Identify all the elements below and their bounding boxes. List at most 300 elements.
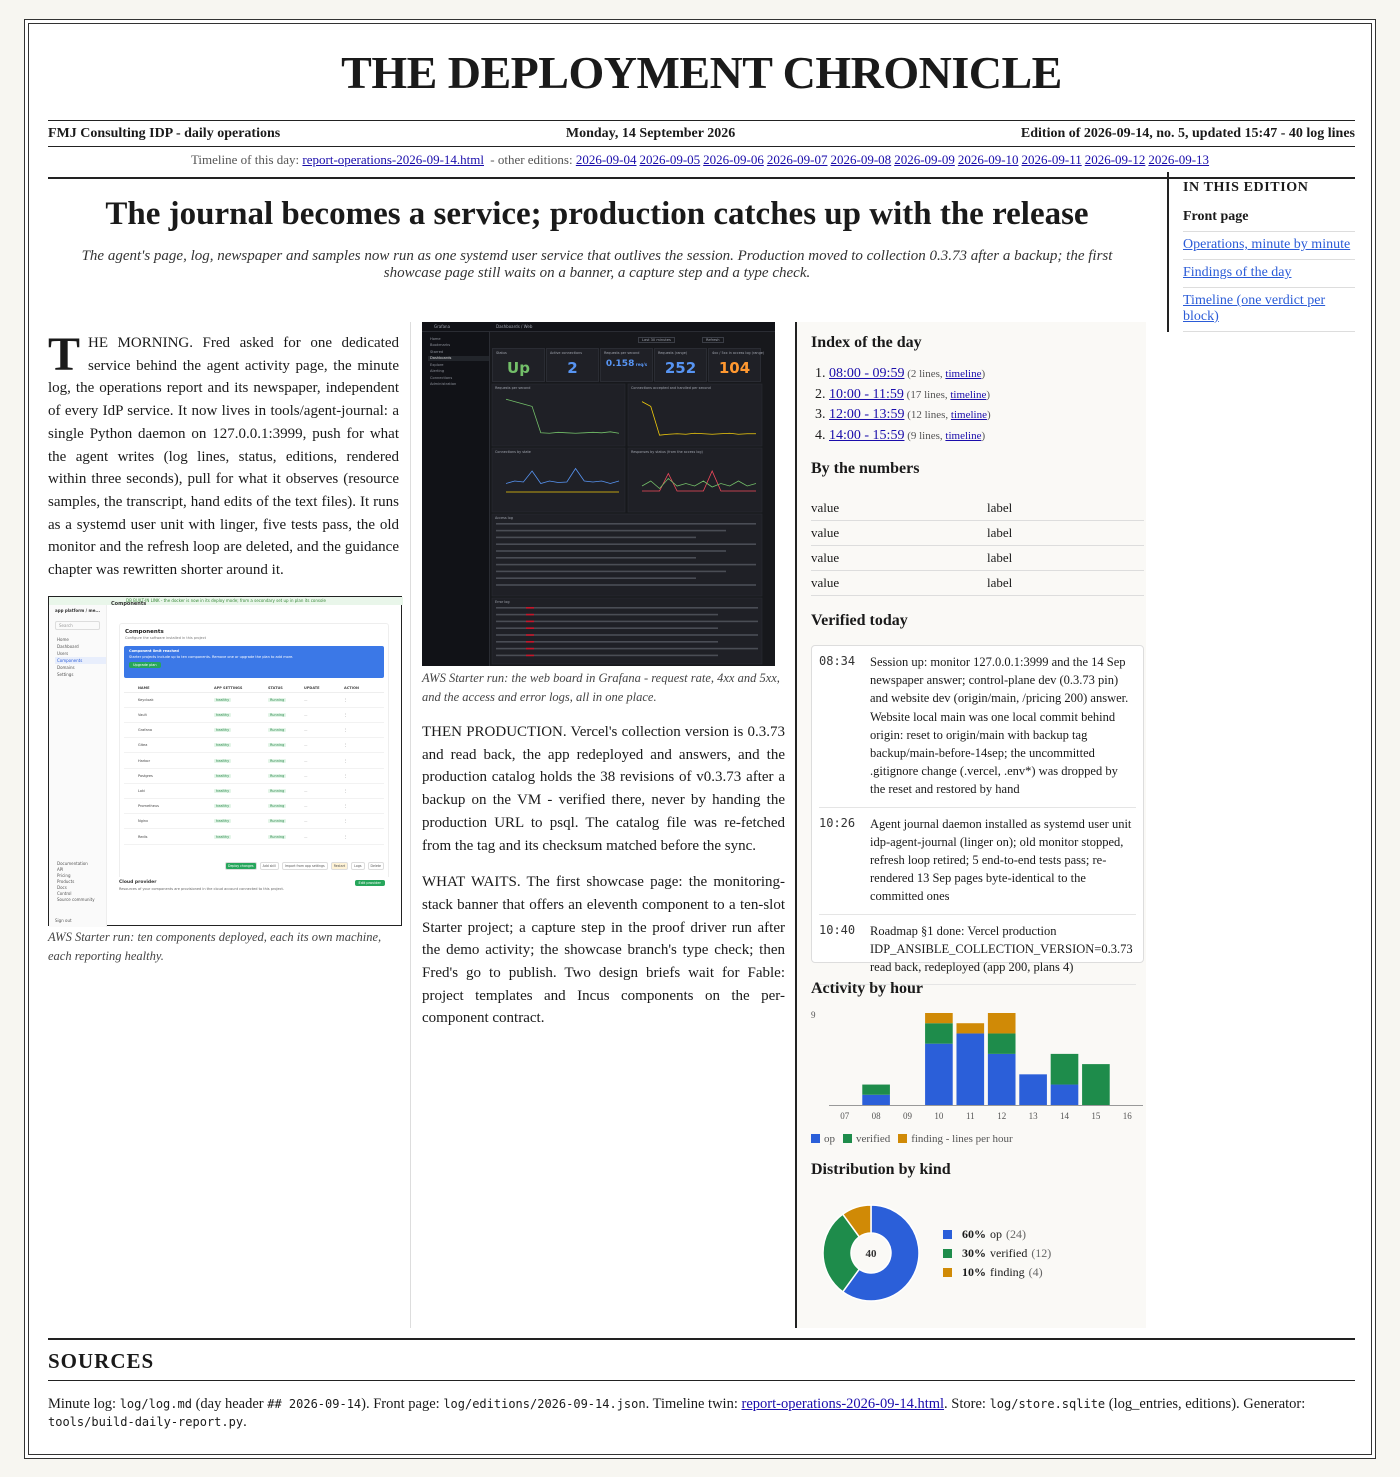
bar-op: [925, 1044, 953, 1105]
grafana-log-line: [496, 557, 696, 559]
bar-verified: [925, 1023, 953, 1043]
grafana-app-name: Grafana: [434, 324, 451, 329]
shot-table-row[interactable]: [124, 753, 384, 768]
x-tick-label: 14: [1060, 1111, 1069, 1121]
shot-status-badge: [214, 835, 268, 839]
numbers-row: [811, 521, 1144, 546]
verified-text: Session up: monitor 127.0.0.1:3999 and the 14 Sep newspaper answer; control-plane dev (0.3.73 pin) and website dev (origin/main, /pricing 200) answer. Website local main was one local commit behind origin: reset to origin/main with backup tag backup/main-before-14sep; the uncommitted .gitignore change (.vercel, .env*) was dropped by the reset and restored by hand: [870, 655, 1129, 797]
grafana-nav-item[interactable]: Administration: [430, 382, 457, 386]
pie-name: finding: [990, 1264, 1025, 1279]
grafana-stat-value: 0.158 req/s: [605, 359, 648, 369]
grafana-log-level: [526, 641, 534, 643]
shot-cloud-button[interactable]: Edit provider: [355, 880, 385, 886]
shot-table-row[interactable]: [124, 799, 384, 814]
shot-status-badge-text: healthy: [216, 804, 230, 809]
shot-state-badge: [268, 774, 304, 778]
verified-time: 08:34: [819, 654, 856, 668]
shot-state-badge-text: Running: [270, 834, 285, 839]
distribution-title: Distribution by kind: [811, 1161, 951, 1178]
shot-component-name: Postgres: [138, 773, 153, 778]
page-frame: [24, 19, 1376, 1459]
grafana-time-range[interactable]: Last 30 minutes: [638, 337, 675, 343]
pie-count: (24): [1006, 1226, 1026, 1241]
numbers-row: [811, 546, 1144, 571]
legend-swatch: [843, 1134, 852, 1143]
shot-panel: [119, 623, 389, 895]
index-timeline-link[interactable]: timeline: [945, 368, 982, 380]
shot-info-button[interactable]: Upgrade plan: [129, 662, 161, 668]
shot-table-row[interactable]: [124, 708, 384, 723]
shot-status-badge-text: healthy: [216, 773, 230, 778]
sources-title: SOURCES: [48, 1349, 155, 1373]
shot-column-header: UPDATE: [304, 685, 320, 690]
bar-finding: [925, 1013, 953, 1023]
other-editions-list: [576, 152, 1212, 167]
shot-column-header: APP SETTINGS: [214, 685, 243, 690]
grafana-nav-item[interactable]: Connections: [430, 375, 453, 380]
grafana-panel-title: Access log: [495, 516, 513, 520]
shot-state-badge: [268, 819, 304, 823]
bar-verified: [1051, 1054, 1079, 1085]
shot-table-row[interactable]: [124, 814, 384, 829]
index-meta: (17 lines, timeline): [903, 388, 991, 401]
numbers-value: value: [811, 521, 987, 546]
verified-text: Agent journal daemon installed as systemd user unit idp-agent-journal (linger on); old monitor stopped, refresh loop retired; 5 end-to-end tests pass; re-rendered 13 Sep pages byte-identical to the committed ones: [870, 816, 1132, 904]
more-icon[interactable]: ⋮: [344, 834, 348, 839]
x-tick-label: 08: [871, 1111, 881, 1121]
pie-center-label: 40: [865, 1248, 877, 1260]
legend-item: finding - lines per hour: [898, 1133, 1012, 1145]
more-icon[interactable]: ⋮: [344, 788, 348, 793]
index-timeline-link[interactable]: timeline: [945, 429, 982, 442]
grafana-log-level: [526, 614, 534, 616]
sources-t3: ). Front page:: [361, 1396, 444, 1412]
paragraph-morning: [48, 328, 399, 582]
shot-panel-sub: Configure the software installed in this project: [125, 635, 206, 640]
shot-update-cell: —: [304, 743, 308, 748]
more-icon[interactable]: ⋮: [344, 758, 348, 763]
shot-cloud: [119, 877, 389, 921]
shot-cloud-title: Cloud provider: [119, 879, 157, 885]
sources-generator-path: tools/build-daily-report.py: [48, 1415, 244, 1429]
shot-state-badge: [268, 835, 304, 839]
shot-column-header: NAME: [138, 685, 150, 690]
grafana-panel-title: Requests per second: [495, 386, 531, 390]
grafana-log-line: [496, 577, 696, 579]
numbers-value: value: [811, 496, 987, 521]
grafana-log-level: [526, 648, 534, 650]
shot-column-header: STATUS: [268, 685, 283, 690]
shot-status-badge: [214, 804, 268, 808]
activity-bar-chart: [811, 1006, 1144, 1124]
shot-state-badge-text: Running: [270, 743, 285, 748]
distribution-pie-chart: [811, 1193, 931, 1313]
shot-sidebar: [49, 605, 107, 927]
numbers-row: [811, 496, 1144, 521]
timeline-link[interactable]: report-operations-2026-09-14.html: [302, 152, 484, 167]
grafana-stat-unit: req/s: [634, 362, 648, 367]
verified-time: 10:26: [819, 815, 856, 830]
shot-state-badge: [268, 759, 304, 763]
index-range-link[interactable]: 08:00 - 09:59: [829, 366, 905, 381]
more-icon[interactable]: ⋮: [344, 819, 348, 824]
grafana-nav-item[interactable]: Dashboards: [428, 356, 489, 361]
paragraph-what-waits: WHAT WAITS. The first showcase page: the monitoring-stack banner that offers an eleventh component to a ten-slot Starter project; a capture step in the proof driver run after the demo activity; the showcase branch's type check; then Fred's go to publish. Two design briefs wait for Fable: project templates and Incus components on the per-component contract.: [422, 874, 785, 1027]
numbers-label: label: [987, 546, 1144, 571]
index-meta: (9 lines, timeline): [904, 429, 986, 442]
sources-edition-path: log/editions/2026-09-14.json: [443, 1397, 646, 1411]
index-range-link[interactable]: 10:00 - 11:59: [829, 386, 904, 402]
shot-nav-item[interactable]: API: [57, 867, 64, 873]
shot-footer-button[interactable]: Add skill: [260, 862, 279, 870]
grafana-stat-value: Up: [507, 359, 530, 377]
shot-footer-buttons: [225, 862, 384, 870]
more-icon[interactable]: ⋮: [344, 728, 348, 733]
shot-status-badge-text: healthy: [216, 713, 230, 718]
shot-nav-item[interactable]: Dashboard: [57, 643, 79, 649]
bar-op: [1019, 1074, 1047, 1105]
shot-component-name: Grafana: [138, 728, 153, 733]
grafana-nav-item[interactable]: Starred: [430, 349, 444, 354]
sources-t1: Minute log:: [48, 1396, 120, 1412]
shot-nav-item[interactable]: Products: [57, 879, 75, 885]
shot-nav: [49, 636, 106, 678]
shot-status-badge: [214, 698, 268, 702]
shot-info-text: Starter projects include up to ten components. Remove one or upgrade the plan to add more.: [129, 654, 294, 659]
sidebar-item[interactable]: [1183, 288, 1355, 332]
article-deck: The agent's page, log, newspaper and samples now run as one systemd user service that outlives the session. Production moved to collection 0.3.73 after a backup; the first showcase page still waits on a banner, a capture step and a type check.: [81, 248, 1113, 281]
sidebar-link[interactable]: Operations, minute by minute: [1183, 237, 1351, 252]
shot-footer-button[interactable]: Deploy changes: [225, 862, 257, 870]
x-tick-label: 16: [1122, 1111, 1132, 1121]
shot-info-box: [124, 646, 384, 678]
grafana-log-line: [496, 621, 758, 623]
shot-footer-button[interactable]: Restart: [331, 862, 348, 870]
grafana-stat-value: 104: [718, 359, 751, 377]
sidebar-item: Front page: [1183, 204, 1355, 232]
shot-status-badge: [214, 819, 268, 823]
sources-timeline-link[interactable]: report-operations-2026-09-14.html: [741, 1396, 945, 1412]
shot-table-row[interactable]: [124, 693, 384, 708]
shot-state-badge-text: Running: [270, 819, 285, 824]
edition-link[interactable]: 2026-09-08: [830, 152, 892, 167]
shot-nav-item[interactable]: Pricing: [57, 873, 71, 879]
sources-day-header: ## 2026-09-14: [267, 1397, 362, 1411]
verified-text: Roadmap §1 done: Vercel production IDP_ANSIBLE_COLLECTION_VERSION=0.3.73 read back, redeployed (app 200, plans 4): [870, 923, 1133, 975]
index-timeline-link[interactable]: timeline: [950, 409, 987, 421]
grafana-refresh[interactable]: Refresh: [702, 337, 724, 343]
grafana-nav-item[interactable]: Explore: [430, 362, 444, 367]
numbers-title: By the numbers: [811, 460, 920, 477]
verified-entry: [819, 808, 1136, 915]
grafana-stat-value: 2: [567, 359, 578, 377]
shot-status-badge-text: healthy: [216, 788, 230, 793]
shot-state-badge: [268, 698, 304, 702]
shot-status-badge-text: healthy: [216, 728, 230, 733]
caption-grafana: AWS Starter run: the web board in Grafana - request rate, 4xx and 5xx, and the access and error logs, all in one place.: [422, 671, 780, 704]
shot-component-name: Keycloak: [138, 697, 154, 702]
masthead-title: THE DEPLOYMENT CHRONICLE: [341, 47, 1062, 98]
verified-time: 10:40: [819, 922, 856, 937]
grafana-panel-title: Responses by status (from the access log): [631, 450, 703, 454]
pie-percent: 10%: [962, 1264, 986, 1279]
grafana-panel: [628, 448, 762, 512]
bar-op: [988, 1054, 1016, 1105]
edition-sidebar: [1167, 172, 1355, 332]
shot-nav-bottom: [49, 861, 107, 903]
screenshot-components: [48, 596, 402, 926]
more-icon[interactable]: ⋮: [344, 743, 348, 748]
x-tick-label: 09: [903, 1111, 912, 1121]
shot-table: [124, 684, 384, 845]
grafana-panel: [628, 384, 762, 446]
bar-finding: [956, 1023, 984, 1033]
verified-title: Verified today: [811, 612, 908, 629]
grafana-log-line: [496, 550, 726, 552]
page-content: [48, 24, 1355, 1430]
distribution-block: [811, 1193, 1146, 1313]
grafana-log-level: [526, 607, 534, 609]
x-tick-label: 13: [1028, 1111, 1038, 1121]
more-icon[interactable]: ⋮: [344, 697, 348, 702]
grafana-panel: [492, 448, 625, 512]
column-left: [48, 328, 399, 966]
index-list: [811, 364, 1146, 446]
shot-state-badge: [268, 804, 304, 808]
shot-state-badge-text: Running: [270, 728, 285, 733]
shot-banner: DB BUILT-IN LINK - the docker is now in its deploy mode; from a secondary set up in plan its console: [49, 597, 403, 605]
shot-table-row[interactable]: [124, 738, 384, 753]
shot-state-badge-text: Running: [270, 773, 285, 778]
shot-update-cell: —: [304, 713, 308, 718]
edition-link[interactable]: 2026-09-06: [703, 152, 764, 167]
shot-nav-item[interactable]: Docs: [57, 885, 67, 891]
grafana-stat-value: 252: [664, 359, 697, 377]
grafana-log-line: [496, 584, 756, 586]
shot-update-cell: —: [304, 834, 308, 839]
pie-legend-item: [943, 1225, 1051, 1244]
index-item: [829, 426, 1146, 447]
grafana-log-level: [526, 627, 534, 629]
x-tick-label: 10: [934, 1111, 944, 1121]
shot-status-badge-text: healthy: [216, 819, 230, 824]
pie-percent: 60%: [962, 1226, 986, 1241]
shot-state-badge-text: Running: [270, 788, 285, 793]
sidebar-item[interactable]: [1183, 232, 1355, 260]
sources-t2: (day header: [191, 1396, 268, 1412]
shot-state-badge-text: Running: [270, 758, 285, 763]
shot-status-badge-text: healthy: [216, 697, 230, 702]
shot-nav-item[interactable]: Source community: [57, 897, 95, 903]
grafana-nav-item[interactable]: Bookmarks: [430, 343, 451, 347]
page-frame-inner: [28, 23, 1372, 1455]
grafana-log-line: [496, 543, 756, 545]
sources-rule: [48, 1380, 1355, 1381]
grafana-nav-item[interactable]: Home: [430, 336, 441, 341]
grafana-log-line: [496, 523, 756, 525]
shot-component-name: Nginx: [138, 819, 149, 824]
shot-footer-button[interactable]: Import from app settings: [282, 862, 328, 870]
edition-link[interactable]: 2026-09-04: [575, 152, 637, 167]
shot-component-name: Vault: [138, 713, 147, 718]
legend-swatch: [811, 1134, 820, 1143]
column-middle: [410, 322, 785, 1328]
sidebar-link[interactable]: Timeline (one verdict per block): [1183, 293, 1326, 324]
shot-table-row[interactable]: [124, 769, 384, 784]
grafana-panel-title: Connections by state: [495, 450, 531, 454]
article-headline: The journal becomes a service; production catches up with the release: [105, 196, 1089, 232]
grafana-nav-item[interactable]: Alerting: [430, 369, 445, 373]
activity-title: Activity by hour: [811, 980, 923, 997]
bar-finding: [988, 1013, 1016, 1033]
x-tick-label: 11: [965, 1111, 975, 1121]
shot-nav-item[interactable]: Users: [57, 650, 69, 656]
shot-status-badge-text: healthy: [216, 834, 230, 839]
shot-header: Components: [111, 600, 147, 607]
more-icon[interactable]: ⋮: [344, 804, 348, 809]
legend-swatch: [943, 1230, 952, 1239]
shot-state-badge-text: Running: [270, 697, 285, 702]
numbers-value: value: [811, 571, 987, 596]
edition-link[interactable]: 2026-09-07: [766, 152, 828, 167]
pie-count: (12): [1031, 1245, 1052, 1260]
grafana-stat-label: Status: [496, 351, 507, 355]
bar-op: [1051, 1085, 1079, 1105]
verified-entry: [819, 646, 1136, 808]
shot-state-badge-text: Running: [270, 713, 285, 718]
numbers-row: [811, 571, 1144, 596]
shot-footer-button[interactable]: Delete: [368, 862, 384, 870]
shot-component-name: Gitea: [138, 743, 148, 748]
timeline-prefix: Timeline of this day:: [190, 152, 300, 167]
grafana-stat-label: 4xx / 5xx in access log (range): [712, 351, 765, 355]
shot-component-name: Loki: [138, 788, 146, 793]
legend-item: verified: [843, 1133, 890, 1145]
sources-section: [48, 1338, 1355, 1431]
sources-store-path: log/store.sqlite: [989, 1397, 1106, 1411]
shot-status-badge-text: healthy: [216, 743, 230, 748]
edition-link[interactable]: 2026-09-13: [1148, 152, 1210, 167]
sources-t6: (log_entries, editions). Generator:: [1105, 1396, 1306, 1412]
grafana-log-level: [526, 621, 534, 623]
shot-column-header: ACTION: [344, 685, 359, 690]
shot-nav-item[interactable]: Components: [55, 657, 106, 664]
publisher-label: FMJ Consulting IDP - daily operations: [48, 126, 281, 141]
shot-update-cell: —: [304, 697, 308, 702]
numbers-table: [811, 496, 1144, 596]
shot-update-cell: —: [304, 788, 308, 793]
edition-link[interactable]: 2026-09-09: [894, 152, 955, 167]
shot-table-row[interactable]: [124, 829, 384, 844]
edition-link[interactable]: 2026-09-12: [1084, 152, 1146, 167]
x-tick-label: 07: [840, 1111, 850, 1121]
sidebar-items: [1183, 204, 1355, 332]
shot-app-name: app platform / me...: [55, 607, 100, 613]
numbers-label: label: [987, 571, 1144, 596]
edition-link[interactable]: 2026-09-10: [957, 152, 1019, 167]
other-editions-prefix: - other editions:: [490, 152, 573, 167]
sources-t7: .: [243, 1414, 247, 1430]
shot-update-cell: —: [304, 804, 308, 809]
y-max-label: 9: [811, 1010, 816, 1020]
grafana-panel: [492, 384, 625, 446]
column-right: [795, 322, 1146, 1328]
sidebar-link[interactable]: Findings of the day: [1183, 265, 1292, 280]
grafana-log-line: [496, 648, 758, 650]
shot-nav-item[interactable]: Control: [57, 891, 72, 897]
index-range-link[interactable]: 12:00 - 13:59: [829, 407, 905, 422]
shot-status-badge: [214, 774, 268, 778]
shot-info-title: Component limit reached: [129, 648, 179, 653]
shot-user: Sign out: [55, 917, 72, 923]
shot-nav-item[interactable]: Documentation: [57, 861, 88, 867]
shot-table-row[interactable]: [124, 723, 384, 738]
bar-op: [956, 1033, 984, 1105]
index-item: [829, 385, 1146, 406]
shot-nav-item[interactable]: Settings: [57, 671, 74, 677]
verified-list[interactable]: [811, 645, 1144, 975]
grafana-log-line: [496, 634, 758, 636]
drop-cap: T: [48, 328, 81, 381]
shot-table-row[interactable]: [124, 784, 384, 799]
sources-t4: . Timeline twin:: [645, 1396, 742, 1412]
shot-status-badge: [214, 728, 268, 732]
shot-update-cell: —: [304, 728, 308, 733]
index-meta: (2 lines, timeline): [904, 368, 986, 380]
shot-component-name: Harbor: [138, 758, 151, 763]
sidebar-item[interactable]: [1183, 260, 1355, 288]
pie-legend-item: [943, 1263, 1051, 1282]
shot-table-header: [124, 684, 384, 693]
shot-status-badge-text: healthy: [216, 758, 230, 763]
grafana-log-line: [496, 571, 726, 573]
legend-swatch: [898, 1134, 907, 1143]
index-meta: (12 lines, timeline): [904, 409, 991, 421]
index-timeline-link[interactable]: timeline: [950, 388, 987, 401]
pie-count: (4): [1028, 1264, 1043, 1279]
shot-update-cell: —: [304, 758, 308, 763]
shot-status-badge: [214, 743, 268, 747]
shot-nav-item[interactable]: Home: [57, 636, 69, 642]
grafana-log-level: [526, 634, 534, 636]
grafana-breadcrumb: Dashboards / Web: [496, 324, 533, 329]
shot-state-badge: [268, 743, 304, 747]
shot-cloud-text: Resources of your components are provisioned in the cloud account connected to this project.: [119, 886, 285, 891]
pie-legend-item: [943, 1244, 1051, 1263]
paragraph-morning-text: HE MORNING. Fred asked for one dedicated service behind the agent activity page, the minute log, the operations report and its newspaper, independent of every IdP service. It now lives in tools/agent-journal: a single Python daemon on 127.0.0.1:3999, push for what the agent writes (log lines, status, editions, rendered within three seconds), pull for what it observes (resource samples, the transcript, hand edits of the text files). It runs as a systemd user unit with linger, five tests pass, the old monitor and the refresh loop are deleted, and the guidance chapter was rewritten shorter around it.: [48, 335, 399, 579]
index-title: Index of the day: [811, 334, 922, 351]
index-item: [829, 405, 1146, 426]
edition-link[interactable]: 2026-09-05: [639, 152, 701, 167]
paragraph-production: THEN PRODUCTION. Vercel's collection version is 0.3.73 and read back, the app redeployed and answers, and the production catalog holds the 38 revisions of v0.3.73 after a backup on the VM - verified there, never by handing the production URL to psql. The catalog file was re-fetched from the tag and its checksum matched before the sync.: [422, 724, 785, 854]
edition-link[interactable]: 2026-09-11: [1021, 152, 1082, 167]
grafana-stat-label: Requests (range): [658, 351, 688, 355]
shot-state-badge: [268, 728, 304, 732]
shot-footer-button[interactable]: Logs: [351, 862, 364, 870]
shot-update-cell: —: [304, 773, 308, 778]
shot-nav-item[interactable]: Domains: [57, 664, 75, 670]
index-range-link[interactable]: 14:00 - 15:59: [829, 427, 905, 443]
x-tick-label: 12: [997, 1111, 1007, 1121]
more-icon[interactable]: ⋮: [344, 713, 348, 718]
shot-panel-title: Components: [125, 628, 164, 635]
numbers-label: label: [987, 521, 1144, 546]
more-icon[interactable]: ⋮: [344, 773, 348, 778]
bar-op: [862, 1095, 890, 1105]
index-item: [829, 364, 1146, 385]
shot-status-badge: [214, 759, 268, 763]
grafana-log-line: [496, 537, 696, 539]
